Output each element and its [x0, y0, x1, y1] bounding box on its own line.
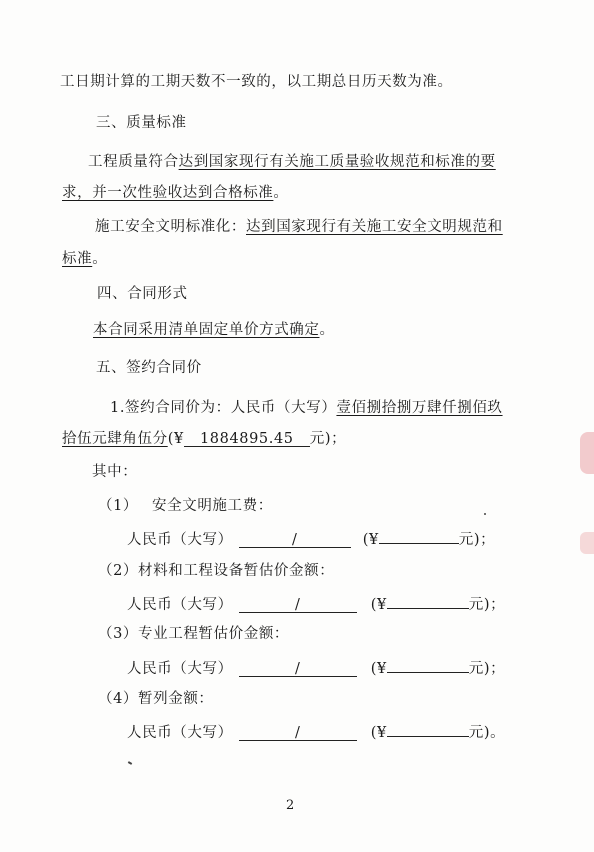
amount-prefix: 人民币（大写）	[127, 597, 233, 613]
text-segment: 。	[92, 251, 108, 267]
item-number: （1）	[98, 498, 139, 514]
amount-suffix: 元)。	[468, 725, 506, 741]
item-title: 暂列金额：	[138, 691, 214, 707]
amount-value: 1884895.45	[199, 431, 294, 447]
underlined-text: 标准	[62, 251, 93, 267]
blank-slash: /	[291, 532, 298, 548]
section-heading-contract-price	[96, 359, 202, 377]
text-segment: 工日期计算的工期天数不一致的，以工期总日历天数为准。	[60, 74, 453, 90]
paragraph-line	[110, 399, 503, 417]
amount-prefix: 人民币（大写）	[127, 725, 233, 741]
underlined-text: 拾伍元肆角伍分	[62, 431, 168, 447]
underlined-text: 达到国家现行有关施工安全文明规范和	[246, 219, 503, 235]
amount-suffix: 元)；	[468, 597, 506, 613]
item-number: （3）	[98, 626, 139, 642]
words-blank	[239, 598, 357, 613]
paragraph-line	[60, 73, 453, 91]
heading-text: 五、签约合同价	[96, 360, 202, 376]
seal-fragment	[580, 432, 594, 474]
item-number: （4）	[98, 691, 139, 707]
amount-field	[184, 432, 310, 447]
item-title: 专业工程暂估价金额：	[138, 626, 290, 642]
paragraph-line	[62, 250, 107, 268]
underlined-text: 本合同采用清单固定单价方式确定	[93, 322, 320, 338]
fee-item-amount-row	[127, 658, 505, 678]
paragraph-line	[62, 184, 289, 202]
text-segment: 元)；	[309, 431, 347, 447]
fee-item-title	[98, 625, 289, 643]
amount-prefix: 人民币（大写）	[127, 661, 233, 677]
amount-prefix: 人民币（大写）	[127, 532, 233, 548]
section-heading-contract-form	[97, 285, 188, 303]
heading-text: 四、合同形式	[97, 286, 188, 302]
text-segment: 工程质量符合	[88, 154, 179, 170]
paragraph-line	[95, 218, 503, 236]
fee-item-amount-row	[127, 594, 505, 614]
paragraph-line	[92, 463, 137, 481]
seal-fragment	[580, 532, 594, 554]
text-segment: 。	[319, 322, 335, 338]
item-number: （2）	[98, 563, 139, 579]
blank-slash: /	[294, 597, 301, 613]
blank-slash: /	[294, 661, 301, 677]
blank-slash: /	[294, 725, 301, 741]
underlined-text: 求，并一次性验收达到合格标准	[62, 185, 274, 201]
page-number: 2	[286, 798, 295, 813]
yen-prefix: (¥	[362, 532, 379, 548]
number-blank	[387, 594, 469, 609]
ink-speck	[484, 513, 486, 515]
paragraph-line	[62, 430, 346, 448]
words-blank	[239, 662, 357, 677]
number-blank	[387, 658, 469, 673]
item-title: 安全文明施工费：	[152, 498, 273, 514]
yen-prefix: (¥	[370, 725, 387, 741]
amount-suffix: 元)；	[458, 532, 496, 548]
number-blank	[379, 529, 459, 544]
underlined-text: 达到国家现行有关施工质量验收规范和标准的要	[178, 154, 496, 170]
text-segment: 施工安全文明标准化：	[95, 219, 246, 235]
fee-item-title	[98, 497, 273, 515]
amount-suffix: 元)；	[468, 661, 506, 677]
underlined-text: 壹佰捌拾捌万肆仟捌佰玖	[336, 400, 503, 416]
words-blank	[239, 533, 351, 548]
yen-prefix: (¥	[370, 597, 387, 613]
number-blank	[387, 722, 469, 737]
paragraph-line	[88, 153, 496, 171]
item-title: 材料和工程设备暂估价金额：	[138, 563, 335, 579]
text-segment: 其中：	[92, 464, 138, 480]
heading-text: 三、质量标准	[96, 115, 187, 131]
text-segment: 1.签约合同价为：人民币（大写）	[110, 400, 337, 416]
text-segment: 。	[273, 185, 289, 201]
fee-item-amount-row	[127, 529, 495, 549]
yen-prefix: (¥	[370, 661, 387, 677]
ink-speck	[128, 761, 132, 765]
paragraph-line	[93, 321, 335, 339]
words-blank	[239, 726, 357, 741]
text-segment: (¥	[167, 431, 184, 447]
section-heading-quality	[96, 114, 187, 132]
fee-item-title	[98, 690, 214, 708]
fee-item-title	[98, 562, 334, 580]
fee-item-amount-row	[127, 722, 505, 742]
